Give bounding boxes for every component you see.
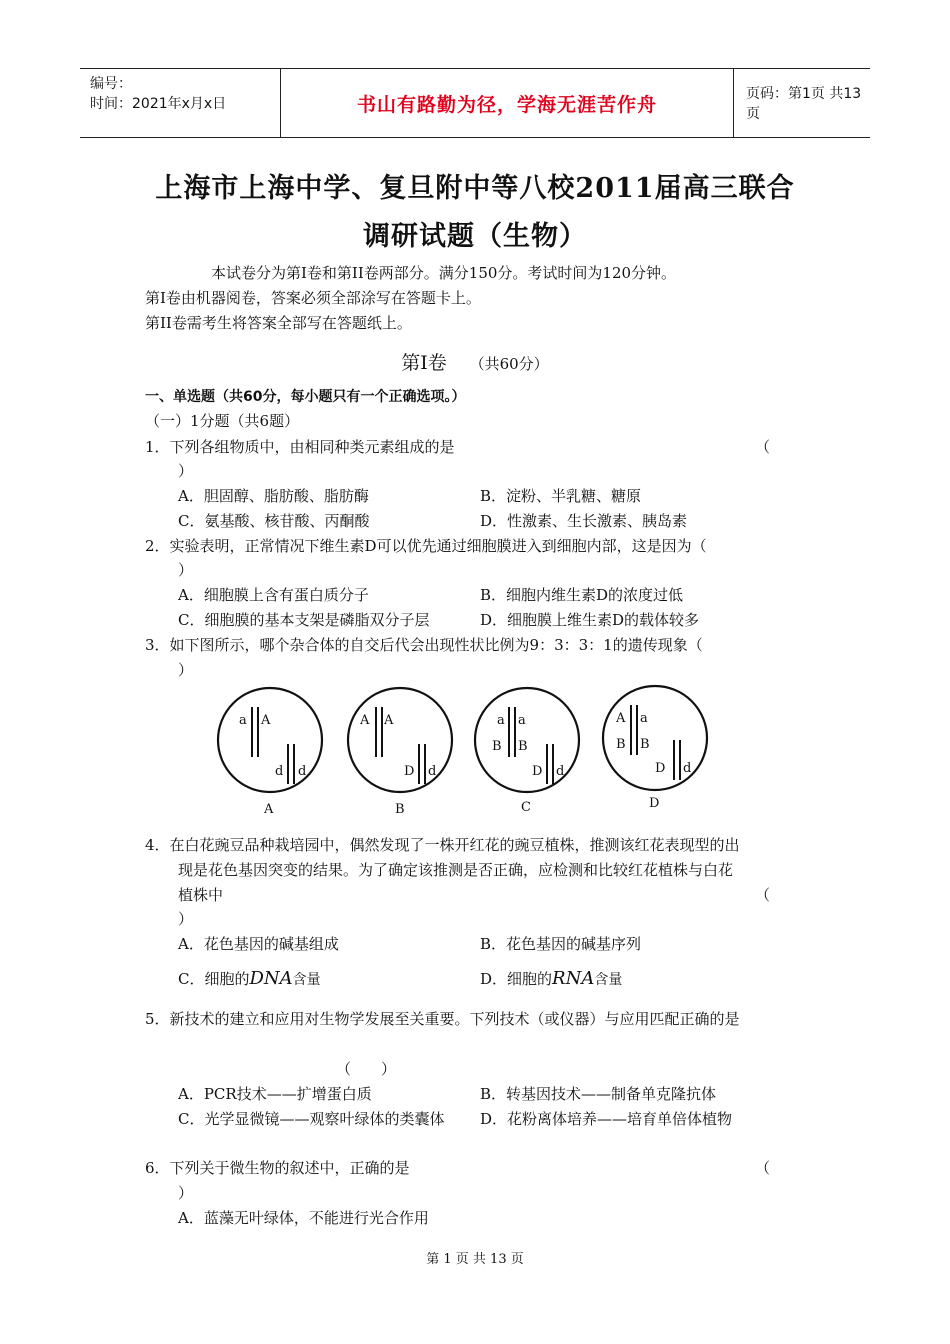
q1-paren-open: （ (755, 438, 771, 456)
q5-option-d: D．花粉离体培养——培育单倍体植物 (480, 1110, 733, 1128)
page-info: 页码：第1页 共13页 (746, 86, 862, 122)
part1-name: 第I卷 (401, 352, 447, 374)
cell-c-mid-right: B (518, 739, 528, 754)
q4-option-c (178, 968, 321, 989)
section1-heading: 一、单选题（共60分，每小题只有一个正确选项。） (145, 389, 466, 405)
page-info-cell (734, 69, 870, 137)
cell-c-bot-left: D (532, 764, 543, 779)
cell-b-bot-left: D (404, 764, 415, 779)
q4-stem-1: 4．在白花豌豆品种栽培园中，偶然发现了一株开红花的豌豆植株，推测该红花表现型的出 (145, 836, 740, 854)
q1-stem: 1．下列各组物质中，由相同种类元素组成的是 (145, 438, 455, 456)
q1-option-c: C．氨基酸、核苷酸、丙酮酸 (178, 512, 370, 530)
q2-paren-close: ） (178, 561, 194, 579)
doc-title-line1: 上海市上海中学、复旦附中等八校2011届高三联合 (155, 173, 795, 204)
q4-option-d-suffix: 含量 (594, 972, 623, 988)
q5-option-b: B．转基因技术——制备单克隆抗体 (480, 1085, 717, 1103)
intro-line-1: 本试卷分为第I卷和第II卷两部分。满分150分。考试时间为120分钟。 (211, 264, 677, 282)
cell-b-top-right: A (384, 713, 394, 728)
q6-paren-open: （ (755, 1159, 771, 1177)
q2-option-b: B．细胞内维生素D的浓度过低 (480, 586, 684, 604)
q1-paren-close: ） (178, 462, 194, 480)
q4-paren-open: （ (755, 886, 771, 904)
cell-d-bot-left: D (655, 761, 666, 776)
q1-option-b: B．淀粉、半乳糖、糖原 (480, 487, 642, 505)
q3-stem: 3．如下图所示，哪个杂合体的自交后代会出现性状比例为9：3：3：1的遗传现象（ (145, 636, 703, 654)
q2-stem: 2．实验表明，正常情况下维生素D可以优先通过细胞膜进入到细胞内部，这是因为（ (145, 537, 707, 555)
q4-option-d (480, 968, 622, 989)
q2-option-c: C．细胞膜的基本支架是磷脂双分子层 (178, 611, 430, 629)
q5-paren: （ ） (336, 1060, 397, 1078)
q5-option-c: C．光学显微镜——观察叶绿体的类囊体 (178, 1110, 445, 1128)
q5-stem: 5．新技术的建立和应用对生物学发展至关重要。下列技术（或仪器）与应用匹配正确的是 (145, 1010, 740, 1028)
cell-a (218, 688, 322, 817)
q4-option-b: B．花色基因的碱基序列 (480, 935, 642, 953)
q4-paren-close: ） (178, 910, 194, 928)
header-table (80, 68, 870, 138)
cell-d (603, 686, 707, 811)
cell-b (348, 688, 452, 817)
cell-d-label: D (649, 796, 660, 811)
cell-a-top-left: a (239, 713, 247, 728)
q4-option-c-text: C．细胞的 (178, 970, 250, 988)
q1-option-a: A．胆固醇、脂肪酸、脂肪酶 (178, 487, 369, 505)
q6-option-a: A．蓝藻无叶绿体，不能进行光合作用 (178, 1209, 429, 1227)
part1-score: （共60分） (469, 355, 549, 373)
cell-b-top-left: A (360, 713, 370, 728)
section1-sub: （一）1分题（共6题） (145, 412, 300, 430)
cell-c-mid-left: B (492, 739, 502, 754)
cell-b-bot-right: d (428, 764, 437, 779)
q2-option-d: D．细胞膜上维生素D的载体较多 (480, 611, 700, 629)
cell-d-mid-right: B (640, 737, 650, 752)
cell-c-top-right: a (518, 713, 526, 728)
date-label: 时间：2021年x月x日 (90, 96, 227, 112)
cell-c-top-left: a (497, 713, 505, 728)
number-label: 编号： (90, 76, 132, 92)
cell-d-top-right: a (640, 711, 648, 726)
cell-c (475, 688, 579, 815)
q4-stem-2: 现是花色基因突变的结果。为了确定该推测是否正确，应检测和比较红花植株与白花 (178, 861, 734, 879)
cell-a-top-right: A (261, 713, 271, 728)
q1-option-d: D．性激素、生长激素、胰岛素 (480, 512, 688, 530)
doc-title-line2: 调研试题（生物） (363, 221, 587, 252)
q6-stem: 6．下列关于微生物的叙述中，正确的是 (145, 1159, 410, 1177)
q4-option-c-suffix: 含量 (292, 972, 321, 988)
intro-line-2: 第I卷由机器阅卷，答案必须全部涂写在答题卡上。 (145, 289, 481, 307)
header-meta (80, 69, 280, 137)
q4-option-d-var: RNA (552, 968, 595, 989)
q2-option-a: A．细胞膜上含有蛋白质分子 (178, 586, 369, 604)
cell-a-bot-right: d (298, 764, 307, 779)
cell-d-bot-right: d (683, 761, 692, 776)
motto: 书山有路勤为径，学海无涯苦作舟 (356, 93, 657, 116)
part1-title (0, 348, 950, 375)
cell-d-mid-left: B (616, 737, 626, 752)
cell-c-label: C (521, 800, 531, 815)
intro-line-3: 第II卷需考生将答案全部写在答题纸上。 (145, 314, 412, 332)
q4-stem-3: 植株中 (178, 886, 224, 904)
cell-a-bot-left: d (275, 764, 284, 779)
q3-paren-close: ） (178, 661, 194, 679)
cell-a-label: A (264, 802, 274, 817)
q4-option-a: A．花色基因的碱基组成 (178, 935, 339, 953)
q5-option-a: A．PCR技术——扩增蛋白质 (178, 1085, 372, 1103)
cell-c-bot-right: d (556, 764, 565, 779)
cell-d-top-left: A (616, 711, 626, 726)
page-footer: 第 1 页 共 13 页 (426, 1252, 524, 1267)
chromosome-figure (200, 682, 730, 822)
q4-option-d-text: D．细胞的 (480, 970, 553, 988)
q4-option-c-var: DNA (249, 968, 293, 989)
q6-paren-close: ） (178, 1184, 194, 1202)
motto-cell (280, 69, 734, 137)
cell-b-label: B (395, 802, 405, 817)
